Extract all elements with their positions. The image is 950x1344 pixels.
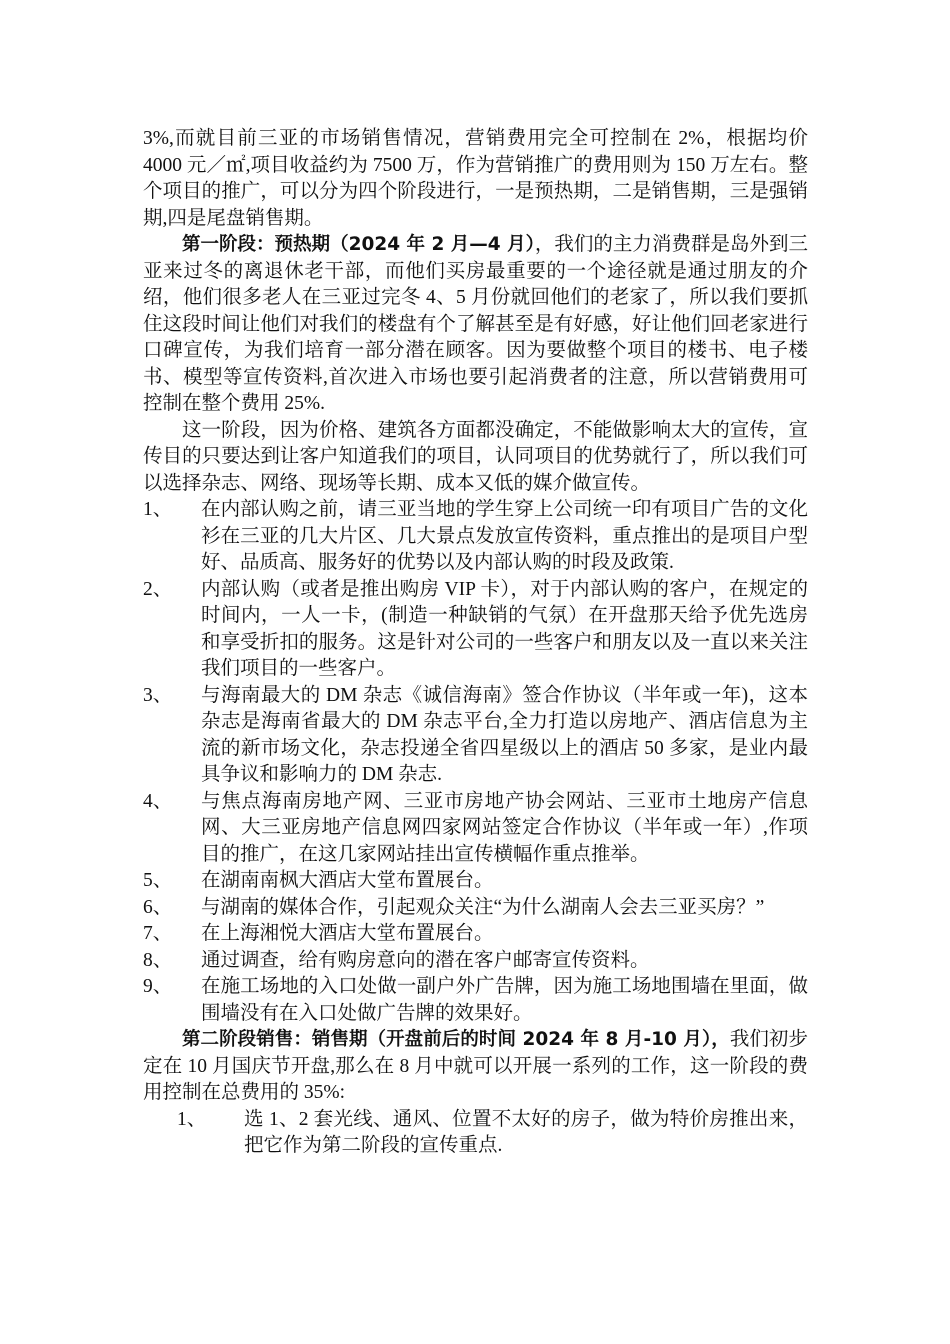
list-item-number: 6、: [143, 896, 173, 918]
stage1-paragraph: [143, 232, 808, 418]
list-item: [143, 974, 808, 1027]
document-body: [143, 126, 808, 1160]
list-item: [143, 1107, 808, 1160]
list-item: [143, 868, 808, 895]
list-item-number: 1、: [143, 499, 173, 520]
list-item-number: 7、: [143, 923, 173, 944]
stage2-text: 我们初步定在 10 月国庆节开盘,那么在 8 月中就可以开展一系列的工作，这一阶段的费用控制在总费用的 35%:: [143, 1029, 808, 1103]
list-item-text: 选 1、2 套光线、通风、位置不太好的房子，做为特价房推出来，把它作为第二阶段的宣传重点.: [244, 1108, 808, 1156]
list-item: [143, 948, 808, 975]
list-item-text: 与湖南的媒体合作，引起观众关注“为什么湖南人会去三亚买房？”: [201, 896, 765, 918]
list-item-text: 在湖南南枫大酒店大堂布置展台。: [201, 870, 494, 891]
list-item: [143, 895, 808, 922]
list-item-text: 与焦点海南房地产网、三亚市房地产协会网站、三亚市土地房产信息网、大三亚房地产信息网四家网站签定合作协议（半年或一年）,作项目的推广，在这几家网站挂出宣传横幅作重点推举。: [201, 790, 808, 865]
list-item: [143, 577, 808, 683]
list-item-number: 1、: [177, 1108, 207, 1130]
list-item-text: 与海南最大的 DM 杂志《诚信海南》签合作协议（半年或一年)，这本杂志是海南省最大的 DM 杂志平台,全力打造以房地产、酒店信息为主流的新市场文化，杂志投递全省四星级以上的酒店 50 多家，是业内最具争议和影响力的 DM 杂志.: [201, 684, 808, 785]
list-item: [143, 789, 808, 869]
list-item-text: 在上海湘悦大酒店大堂布置展台。: [201, 923, 494, 944]
list-item-text: 内部认购（或者是推出购房 VIP 卡），对于内部认购的客户，在规定的时间内，一人一卡，(制造一种缺销的气氛）在开盘那天给予优先选房和享受折扣的服务。这是针对公司的一些客户和朋友以及一直以来关注我们项目的一些客户。: [201, 578, 808, 679]
list-item: [143, 921, 808, 948]
list-item: [143, 683, 808, 789]
list-item-number: 8、: [143, 949, 173, 971]
list-item: [143, 497, 808, 577]
stage2-paragraph: [143, 1027, 808, 1107]
list-item-text: 通过调查，给有购房意向的潜在客户邮寄宣传资料。: [201, 949, 650, 971]
list-item-number: 3、: [143, 684, 173, 706]
stage2-heading: 第二阶段销售：销售期（开盘前后的时间 2024 年 8 月-10 月），: [182, 1029, 730, 1050]
stage2-list: [143, 1107, 808, 1160]
stage1-heading: 第一阶段：预热期（2024 年 2 月—4 月）: [182, 234, 535, 255]
list-item-number: 2、: [143, 578, 173, 600]
intro-paragraph: 3%,而就目前三亚的市场销售情况，营销费用完全可控制在 2%，根据均价 4000 元／㎡,项目收益约为 7500 万，作为营销推广的费用则为 150 万左右。整个项目的推广，可以分为四个阶段进行，一是预热期，二是销售期，三是强销期,四是尾盘销售期。: [143, 128, 808, 229]
list-item-number: 5、: [143, 870, 173, 891]
list-item-text: 在内部认购之前，请三亚当地的学生穿上公司统一印有项目广告的文化衫在三亚的几大片区、几大景点发放宣传资料，重点推出的是项目户型好、品质高、服务好的优势以及内部认购的时段及政策.: [201, 499, 808, 573]
stage1-note-paragraph: 这一阶段，因为价格、建筑各方面都没确定，不能做影响太大的宣传，宣传目的只要达到让客户知道我们的项目，认同项目的优势就行了，所以我们可以选择杂志、网络、现场等长期、成本又低的媒介做宣传。: [143, 419, 808, 494]
list-item-number: 4、: [143, 790, 173, 812]
list-item-text: 在施工场地的入口处做一副户外广告牌，因为施工场地围墙在里面，做围墙没有在入口处做广告牌的效果好。: [201, 976, 808, 1024]
stage1-list: [143, 497, 808, 1027]
stage1-text: ，我们的主力消费群是岛外到三亚来过冬的离退休老干部，而他们买房最重要的一个途径就是通过朋友的介绍，他们很多老人在三亚过完冬 4、5 月份就回他们的老家了，所以我们要抓住这段时间让他们对我们的楼盘有个了解甚至是有好感，好让他们回老家进行口碑宣传，为我们培育一部分潜在顾客。因为要做整个项目的楼书、电子楼书、模型等宣传资料,首次进入市场也要引起消费者的注意，所以营销费用可控制在整个费用 25%.: [143, 234, 808, 414]
list-item-number: 9、: [143, 976, 173, 997]
